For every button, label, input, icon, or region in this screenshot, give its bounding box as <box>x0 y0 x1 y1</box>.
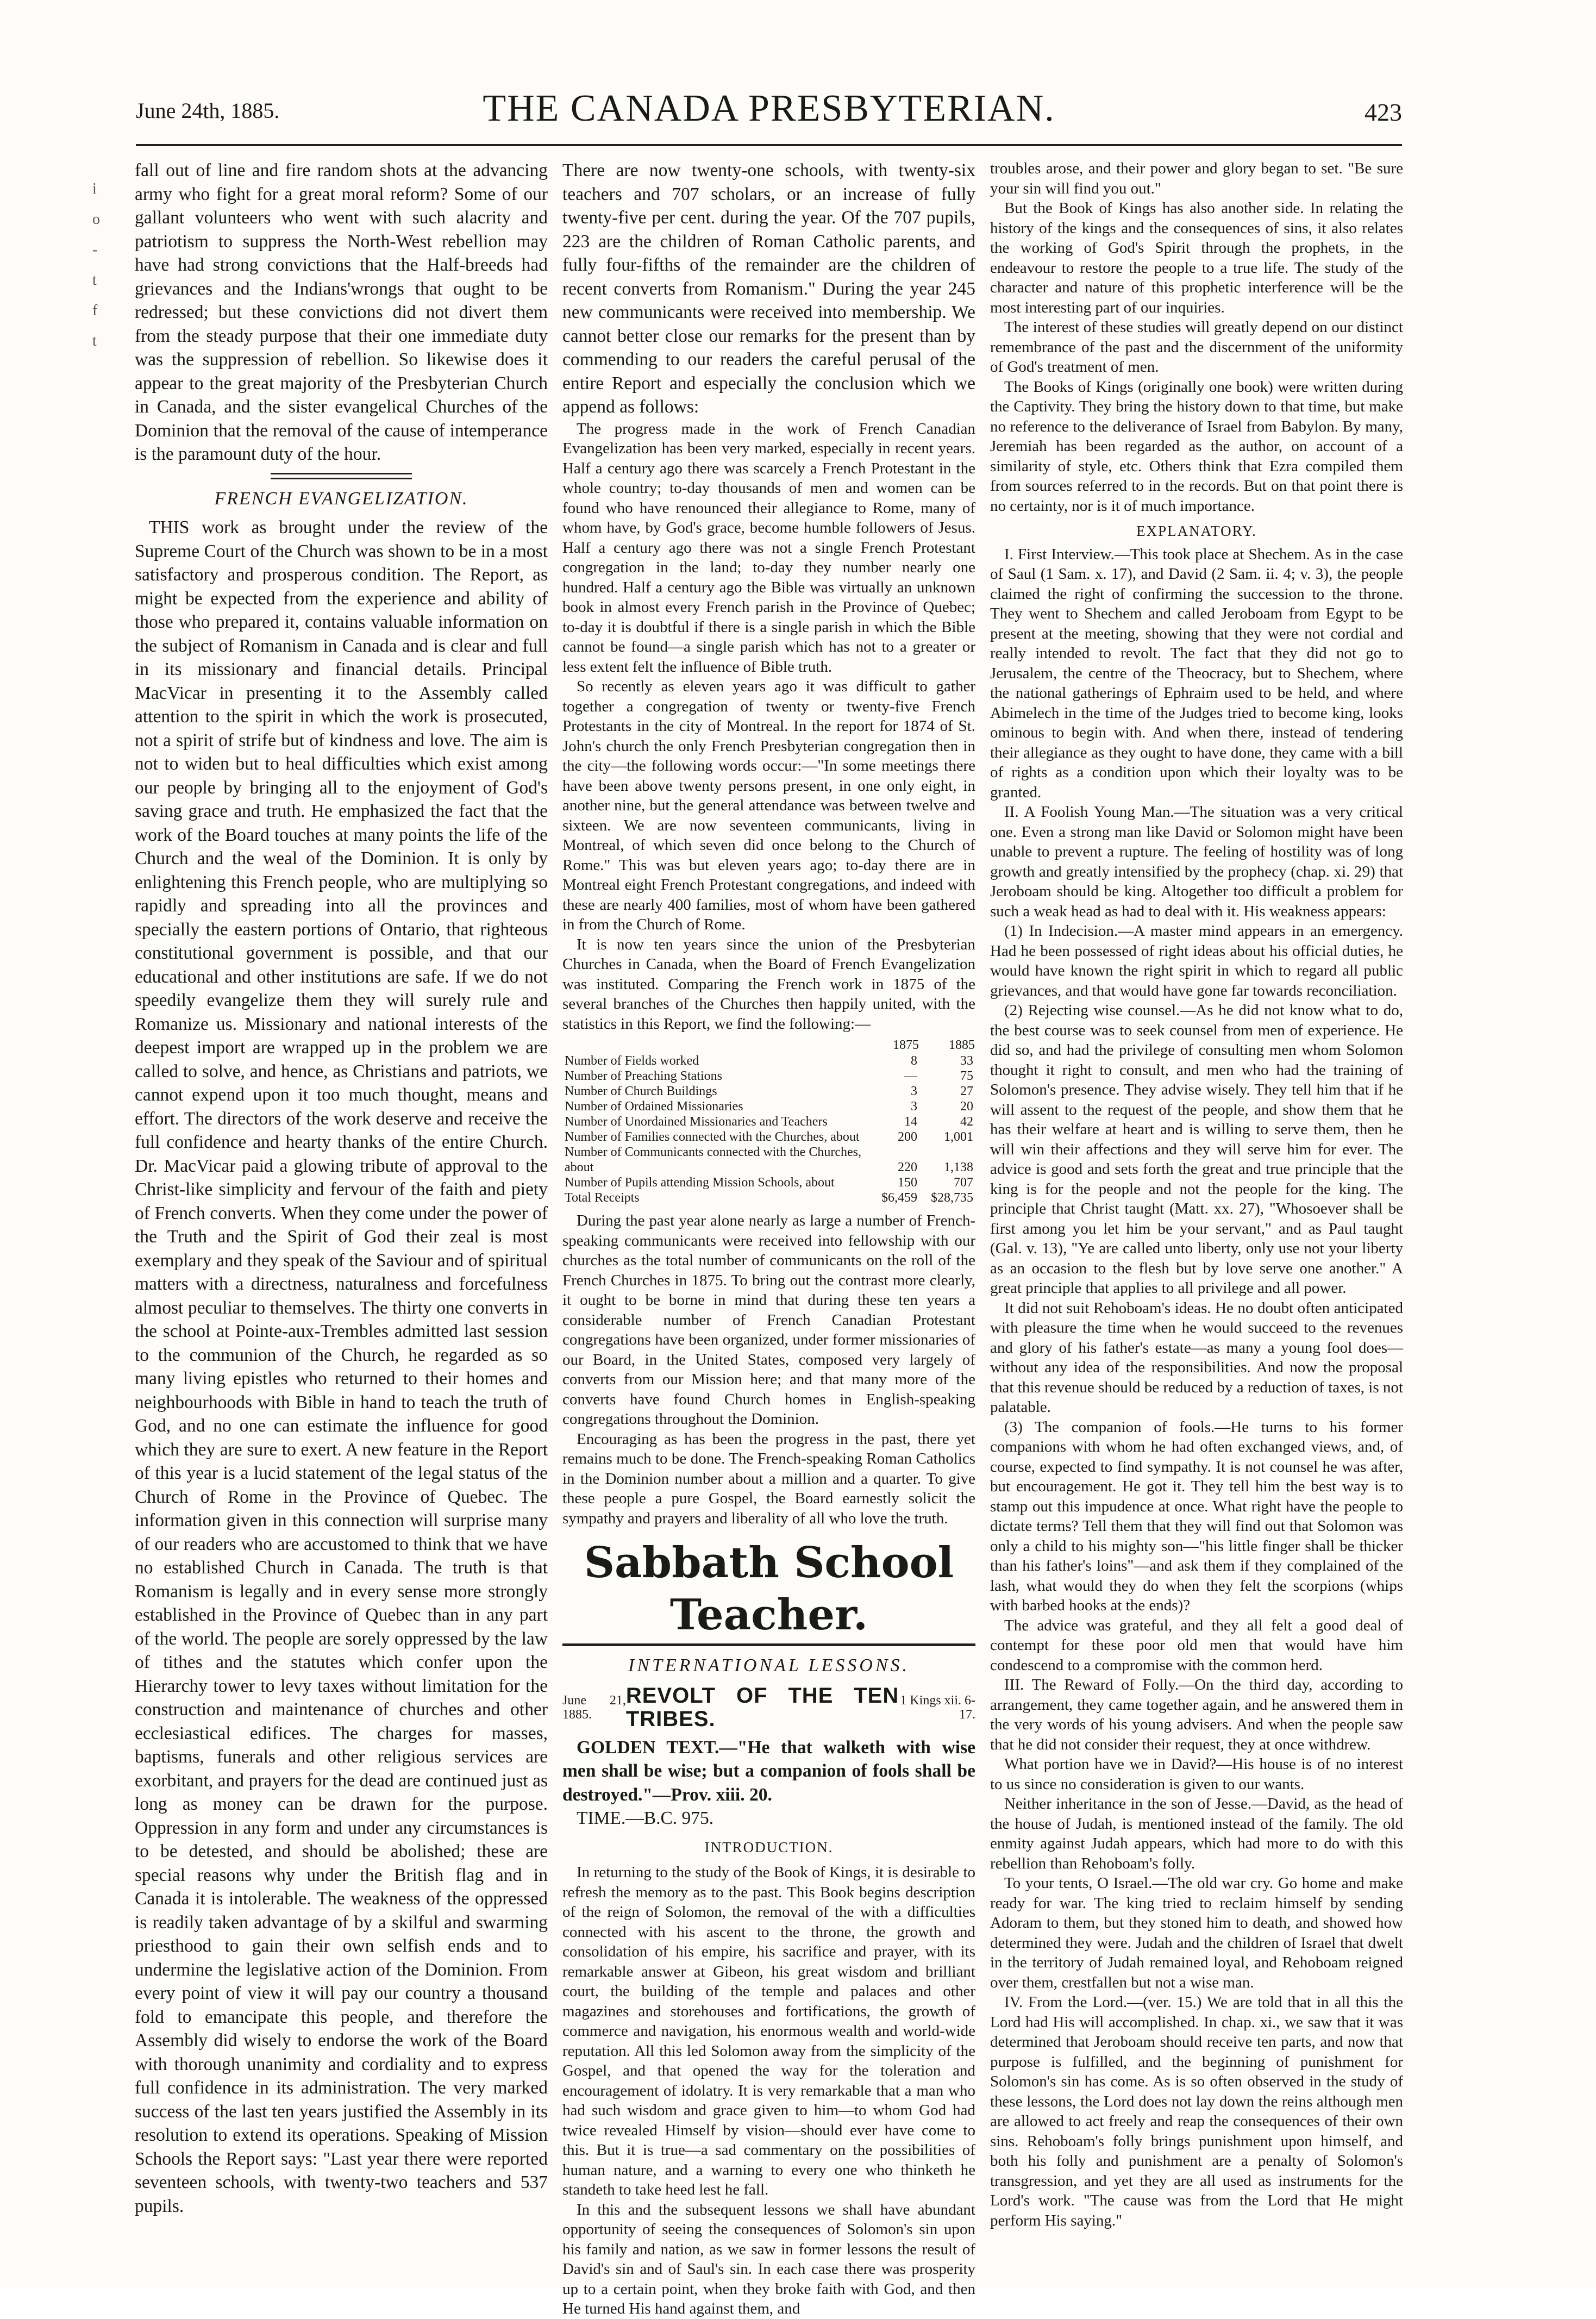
page-number: 423 <box>1365 98 1402 126</box>
value-1875: 220 <box>898 1160 917 1174</box>
quoted-paragraph: It is now ten years since the union of the Presbyterian Churches in Canada, when the Board of French Evangelization was instituted. Comparing the French work in 1875 of the several branches of the Churches then happily united, with the statistics in this Report, we find the following:— <box>562 935 975 1033</box>
lesson-title: REVOLT OF THE TEN TRIBES. <box>625 1683 899 1731</box>
section-divider <box>271 473 412 479</box>
paragraph: In this and the subsequent lessons we shall have abundant opportunity of seeing the consequences of Solomon's sin upon his family and nation, as we saw in former lessons the result of David's sin and of Saul's sin. In each case there was prosperity up to a certain point, when they broke faith with God, and then He turned His hand against them, and <box>562 2201 975 2317</box>
issue-date: June 24th, 1885. <box>136 98 280 123</box>
column-1 <box>135 159 548 2218</box>
paragraph: (3) The companion of fools.—He turns to his former companions with whom he had often exchanged views, and, of course, expected to find sympathy. It is not counsel he was after, but encouragement. He got it. They tell him the best way is to stamp out this impudence at once. What right have the people to dictate terms? Tell them that they will find out that Solomon was only a child to his mighty son—"his little finger shall be thicker than his father's loins"—and ask them if they complained of the lash, what would they do when they felt the scorpions (whips with barbed hooks at the ends)? <box>990 1418 1403 1614</box>
column-3 <box>990 159 1403 2230</box>
quoted-paragraph: So recently as eleven years ago it was difficult to gather together a congregation of twenty or twenty-five French Protestants in the city of Montreal. In the report for 1874 of St. John's church the only French Presbyterian congregation then in the city—the following words occur:—"In some meetings there have been above twenty persons present, in one only eight, in another nine, but the general attendance was between twelve and sixteen. We are now seventeen communicants, living in Montreal, of which seven did once belong to the Church of Rome." This was but eleven years ago; to-day there are in Montreal eight French Protestant congregations, and indeed with these are nearly 400 families, most of whom have been gathered in from the Church of Rome. <box>562 678 975 933</box>
quoted-paragraph: The progress made in the work of French Canadian Evangelization has been very marked, especially in recent years. Half a century ago there was scarcely a French Protestant in the whole country; to-day thousands of men and women can be found who have renounced their allegiance to Rome, many of whom have, by God's grace, become humble followers of Jesus. Half a century ago there was not a single French Protestant congregation in the land; to-day they number nearly one hundred. Half a century ago the Bible was virtually an unknown book in almost every French parish in the Province of Quebec; to-day it is doubtful if there is a single parish in which the Bible cannot be found—a single parish which has not to a greater or less extent felt the influence of Bible truth. <box>562 420 975 676</box>
margin-marks <box>92 174 114 357</box>
statistics-table <box>562 1037 975 1205</box>
paragraph: The interest of these studies will greatly depend on our distinct remembrance of the past and the discernment of the uniformity of God's treatment of men. <box>990 318 1403 376</box>
table-row <box>562 1114 975 1129</box>
value-1885: 1,138 <box>944 1160 973 1174</box>
lesson-date: June 21, 1885. <box>562 1693 626 1722</box>
margin-mark: o <box>92 211 100 228</box>
explanatory-heading: EXPLANATORY. <box>1136 523 1257 539</box>
year-header: 1885 <box>949 1038 975 1052</box>
paragraph: What portion have we in David?—His house is of no interest to us since no consideration is given to our wants. <box>990 1755 1403 1793</box>
value-1885: 707 <box>954 1176 973 1190</box>
table-row <box>562 1084 975 1099</box>
paragraph: III. The Reward of Folly.—On the third day, according to arrangement, they came together again, and he answered them in the very words of his young advisers. And when the people saw that he did not consider their request, they at once withdrew. <box>990 1676 1403 1753</box>
paragraph: (2) Rejecting wise counsel.—As he did not know what to do, the best course was to seek counsel from men of experience. He did so, and had the privilege of consulting men whom Solomon thought it right to consult, and men who had the training of Solomon's presence. They advise wisely. They tell him that if he will assent to the request of the people, and show them that he has their welfare at heart and is willing to serve them, then he will win their affections and they will serve him for ever. The advice is good and sets forth the great and true principle that the king is for the people and not the people for the king. The principle that Christ taught (Matt. xx. 27), "Whosoever shall be first among you let him be your servant," and as Paul taught (Gal. v. 13), "Ye are called unto liberty, only use not your liberty as an occasion to the flesh but by love serve one another." A great principle that applies to all privilege and all power. <box>990 1002 1403 1297</box>
value-1885: $28,735 <box>931 1191 973 1205</box>
table-row <box>562 1175 975 1190</box>
table-row <box>562 1145 975 1175</box>
paragraph: The Books of Kings (originally one book) were written during the Captivity. They bring the history down to that time, but make no reference to the deliverance of Israel from Babylon. By many, Jeremiah has been regarded as the author, on account of a similarity of style, etc. Others think that Ezra compiled them from sources referred to in the records. But on that point there is no certainty, nor is it of much importance. <box>990 378 1403 515</box>
lesson-title-row <box>562 1684 975 1732</box>
value-1875: 200 <box>898 1130 917 1144</box>
newspaper-title: THE CANADA PRESBYTERIAN. <box>483 87 1055 129</box>
row-label: Number of Fields worked <box>565 1054 699 1068</box>
table-row <box>562 1099 975 1114</box>
quoted-paragraph: Encouraging as has been the progress in the past, there yet remains much to be done. The French-speaking Roman Catholics in the Dominion number about a million and a quarter. To give these people a pure Gospel, the Board earnestly solicit the sympathy and prayers and liberality of all who love the truth. <box>562 1430 975 1527</box>
paragraph: I. First Interview.—This took place at Shechem. As in the case of Saul (1 Sam. x. 17), and David (2 Sam. ii. 4; v. 3), the people claimed the right of confirming the succession to the throne. They went to Shechem and called Jeroboam from Egypt to be present at the meeting, showing that they were not cordial and really intended to revolt. The fact that they did not go to Jerusalem, the centre of the Theocracy, but to Shechem, where the national gatherings of Ephraim used to be held, and where Abimelech in the time of the Judges tried to become king, looks ominous to begin with. And when there, instead of tendering their allegiance as they ought to have done, they came with a bill of rights as a condition upon which their loyalty was to be granted. <box>990 545 1403 801</box>
value-1885: 20 <box>960 1099 973 1114</box>
margin-mark: t <box>92 333 97 349</box>
table-row <box>562 1129 975 1145</box>
table-row <box>562 1053 975 1068</box>
value-1875: $6,459 <box>881 1191 917 1205</box>
row-label: Number of Families connected with the Churches, about <box>565 1130 860 1144</box>
row-label: Number of Ordained Missionaries <box>565 1099 743 1114</box>
paragraph: But the Book of Kings has also another side. In relating the history of the kings and the consequences of sins, it also relates the working of God's Spirit through the prophets, in the endeavour to restore the people to a true life. The study of the character and nature of this prophetic interference will be the most interesting part of our inquiries. <box>990 199 1403 316</box>
value-1885: 33 <box>960 1054 973 1068</box>
quoted-paragraph: During the past year alone nearly as large a number of French-speaking communicants were received into fellowship with our churches as the total number of communicants on the roll of the French Churches in 1875. To bring out the contrast more clearly, it ought to be borne in mind that during these ten years a considerable number of French Canadian Protestant congregations have been organized, under former missionaries of our Board, in the United States, composed very largely of converts from our Mission here; and that many more of the converts have found Church homes in English-speaking congregations throughout the Dominion. <box>562 1212 975 1428</box>
paragraph: In returning to the study of the Book of Kings, it is desirable to refresh the memory as to the past. This Book begins description of the reign of Solomon, the removal of the with a difficulties connected with his ascent to the throne, the growth and consolidation of his empire, his sacrifice and prayer, with its remarkable answer at Gibeon, his great wisdom and brilliant court, the building of the temple and palaces and other magazines and storehouses and fortifications, the growth of commerce and navigation, his enormous wealth and world-wide reputation. All this led Solomon away from the simplicity of the Gospel, and that opened the way for the toleration and encouragement of idolatry. It is very remarkable that a man who had such wisdom and grace given to him—to whom God had twice revealed Himself by vision—should ever have come to this. But it is true—a sad commentary on the possibilities of human nature, and a warning to every one who thinketh he standeth to take heed lest he fall. <box>562 1864 975 2198</box>
page-header <box>136 82 1402 141</box>
table-header-row <box>562 1037 975 1053</box>
section-heading: FRENCH EVANGELIZATION. <box>214 488 468 509</box>
introduction-heading: INTRODUCTION. <box>704 1839 834 1855</box>
value-1875: 14 <box>904 1115 917 1129</box>
row-label: Number of Preaching Stations <box>565 1069 722 1083</box>
value-1875: — <box>904 1069 917 1083</box>
margin-mark: t <box>92 272 97 289</box>
paragraph: Neither inheritance in the son of Jesse.—David, as the head of the house of Judah, is mentioned instead of the family. The old enmity against Judah appears, which had more to do with this rebellion than Rehoboam's folly. <box>990 1795 1403 1872</box>
paragraph: fall out of line and fire random shots at the advancing army who fight for a great moral reform? Some of our gallant volunteers who went with such alacrity and patriotism to suppress the North-West rebellion may have had strong convictions that the Half-breeds had grievances and the Indians'wrongs that ought to be redressed; but these convictions did not divert them from the steady purpose that their one immediate duty was the suppression of rebellion. So likewise does it appear to the great majority of the Presbyterian Church in Canada, and the sister evangelical Churches of the Dominion that the removal of the cause of intemperance is the paramount duty of the hour. <box>135 160 548 464</box>
value-1875: 8 <box>911 1054 917 1068</box>
margin-mark: i <box>92 180 97 197</box>
paragraph: (1) In Indecision.—A master mind appears in an emergency. Had he been possessed of right ideas about his official duties, he would have known the right spirit in which to regard all public grievances, and that would have gone far towards reconciliation. <box>990 922 1403 999</box>
paragraph: troubles arose, and their power and glory began to set. "Be sure your sin will find you out." <box>990 160 1403 197</box>
row-label: Number of Church Buildings <box>565 1084 717 1098</box>
table-row <box>562 1068 975 1084</box>
column-2 <box>562 159 975 2319</box>
margin-mark: - <box>92 241 98 258</box>
row-label: Number of Pupils attending Mission Schools, about <box>565 1176 835 1190</box>
lesson-time: TIME.—B.C. 975. <box>577 1808 714 1828</box>
year-header: 1875 <box>893 1038 919 1052</box>
value-1875: 3 <box>911 1084 917 1098</box>
row-label: Number of Communicants connected with the Churches, about <box>565 1145 861 1174</box>
golden-text: GOLDEN TEXT.—"He that walketh with wise men shall be wise; but a companion of fools shall be destroyed."—Prov. xiii. 20. <box>562 1737 975 1805</box>
value-1885: 75 <box>960 1069 973 1083</box>
paragraph: The advice was grateful, and they all felt a good deal of contempt for these poor old men that would have him condescend to a compromise with the common herd. <box>990 1616 1403 1674</box>
lesson-reference: 1 Kings xii. 6-17. <box>900 1693 975 1722</box>
value-1875: 3 <box>911 1099 917 1114</box>
international-lessons-heading: INTERNATIONAL LESSONS. <box>628 1655 910 1676</box>
value-1885: 42 <box>960 1115 973 1129</box>
masthead-rule <box>562 1643 975 1646</box>
value-1885: 1,001 <box>944 1130 973 1144</box>
paragraph: II. A Foolish Young Man.—The situation was a very critical one. Even a strong man like David or Solomon might have been unable to prevent a rupture. The feeling of hostility was of long growth and greatly intensified by the prophecy (chap. xi. 29) that Jeroboam should be king. Altogether too difficult a problem for such a weak head as had to deal with it. His weakness appears: <box>990 803 1403 920</box>
table-row <box>562 1190 975 1205</box>
paragraph: It did not suit Rehoboam's ideas. He no doubt often anticipated with pleasure the time when he would succeed to the revenues and glory of his father's estate—as many a young fool does—without any idea of the responsibilities. And now the proposal that this revenue should be reduced by a reduction of taxes, is not palatable. <box>990 1299 1403 1416</box>
paragraph: THIS work as brought under the review of the Supreme Court of the Church was shown to be in a most satisfactory and prosperous condition. The Report, as might be expected from the experience and ability of those who prepared it, contains valuable information on the subject of Romanism in Canada and is clear and full in its missionary and financial details. Principal MacVicar in presenting it to the Assembly called attention to the spirit in which the work is prosecuted, not a spirit of strife but of kindness and love. The aim is not to widen but to heal difficulties which exist among our people by bringing all to the enjoyment of God's saving grace and truth. He emphasized the fact that the work of the Board touches at many points the life of the Church and the weal of the Dominion. It is only by enlightening this French people, who are multiplying so rapidly and spreading into all the provinces and specially the eastern portions of Ontario, that righteous constitutional government is possible, and that our educational and other institutions are safe. If we do not speedily evangelize them they will surely rule and Romanize us. Missionary and national interests of the deepest import are wrapped up in the problem we are called to solve, and hence, as Christians and patriots, we cannot expend upon it too much thought, means and effort. The directors of the work deserve and receive the full confidence and hearty thanks of the entire Church. Dr. MacVicar paid a glowing tribute of approval to the Christ-like simplicity and fervour of the faith and piety of French converts. When they come under the power of the Truth and the Spirit of God their zeal is most exemplary and they speak of the Saviour and of spiritual matters with a directness, naturalness and forcefulness almost peculiar to themselves. The thirty one converts in the school at Pointe-aux-Trembles admitted last session to the communion of the Church, he regarded as so many living epistles who returned to their homes and neighbourhoods with Bible in hand to teach the truth of God, and no one can estimate the influence for good which they are sure to exert. A new feature in the Report of this year is a lucid statement of the legal status of the Church of Rome in the Province of Quebec. The information given in this connection will surprise many of our readers who are accustomed to think that we have no established Church in Canada. The truth is that Romanism is legally and in every sense more strongly established in the Province of Quebec than in any part of the world. The people are sorely oppressed by the law of tithes and the statutes which confer upon the Hierarchy tower to levy taxes without limitation for the construction and maintenance of churches and other ecclesiastical edifices. The charges for masses, baptisms, funerals and other religious services are exorbitant, and prayers for the dead are continued just as long as money can be drawn for the purpose. Oppression in any form and under any circumstances is to be detested, and should be abolished; these are special reasons why under the British flag and in Canada it is intolerable. The weakness of the oppressed is readily taken advantage of by a skilful and swarming priesthood to gain their own selfish ends and to undermine the legislative action of the Dominion. From every point of view it will pay our country a thousand fold to emancipate this people, and therefore the Assembly did wisely to endorse the work of the Board with thorough unanimity and cordiality and to express full confidence in its administration. The very marked success of the last ten years justified the Assembly in its resolution to extend its operations. Speaking of Mission Schools the Report says: "Last year there were reported seventeen schools, with twenty-two teachers and 537 pupils. <box>135 517 548 2216</box>
masthead-sabbath-school-teacher: Sabbath School Teacher. <box>584 1538 954 1640</box>
value-1875: 150 <box>898 1176 917 1190</box>
row-label: Number of Unordained Missionaries and Teachers <box>565 1115 828 1129</box>
value-1885: 27 <box>960 1084 973 1098</box>
margin-mark: f <box>92 302 98 319</box>
paragraph: To your tents, O Israel.—The old war cry. Go home and make ready for war. The king tried to reclaim himself by sending Adoram to them, but they stoned him to death, and showed how determined they were. Judah and the children of Israel that dwelt in the territory of Judah remained loyal, and Rehoboam reigned over them, crestfallen but not a wise man. <box>990 1874 1403 1991</box>
paragraph: There are now twenty-one schools, with twenty-six teachers and 707 scholars, or an increase of fully twenty-five per cent. during the year. Of the 707 pupils, 223 are the children of Roman Catholic parents, and fully four-fifths of the remainder are the children of recent converts from Romanism." During the year 245 new communicants were received into membership. We cannot better close our remarks for the present than by commending to our readers the careful perusal of the entire Report and especially the conclusion which we append as follows: <box>562 160 975 417</box>
paragraph: IV. From the Lord.—(ver. 15.) We are told that in all this the Lord had His will accomplished. In chap. xi., we saw that it was determined that Jeroboam should receive ten parts, and now that purpose is fulfilled, and the beginning of punishment for Solomon's sin has come. As is so often observed in the study of these lessons, the Lord does not lay down the reins although men are allowed to act freely and reap the consequences of their own sins. Rehoboam's folly brings punishment upon himself, and both his folly and punishment are a penalty of Solomon's transgression, and yet they are all used as instruments for the Lord's work. "The cause was from the Lord that He might perform His saying." <box>990 1993 1403 2229</box>
row-label: Total Receipts <box>565 1191 640 1205</box>
header-rule <box>136 144 1402 146</box>
